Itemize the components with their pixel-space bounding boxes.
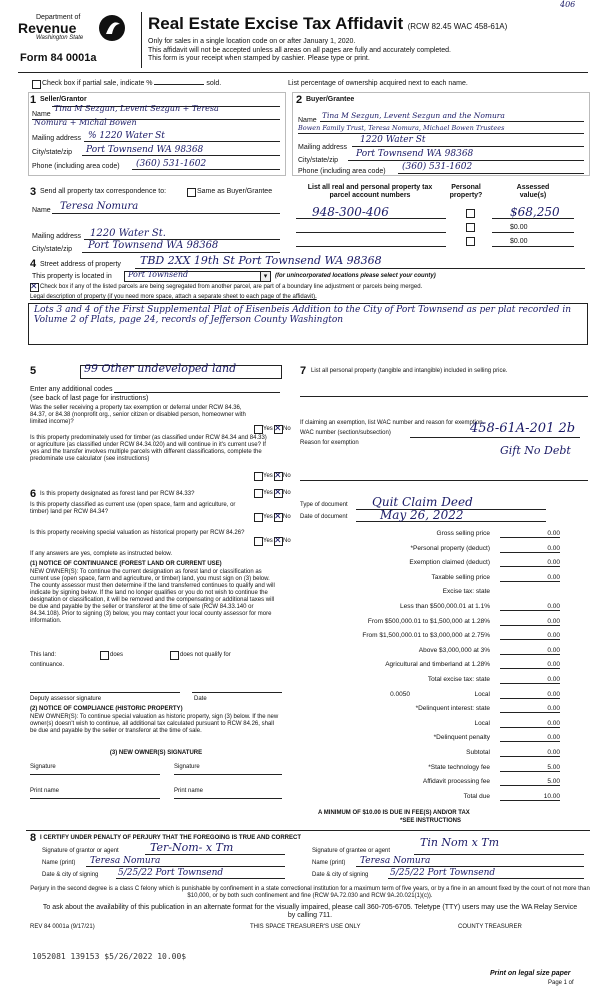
corr-city[interactable]: Port Townsend WA 98368 [88, 240, 219, 251]
seller-name-1[interactable]: Tina M Sezgun, Levent Sezgun + Teresa [54, 104, 219, 113]
fee-row [300, 574, 560, 585]
fee-row [300, 720, 560, 731]
treasurer-use-label: THIS SPACE TREASURER'S USE ONLY [250, 924, 361, 930]
s6-instructions: If any answers are yes, complete as instructed below. [30, 551, 173, 557]
fee-value[interactable]: 0.00 [500, 720, 560, 728]
s6q2-yes-checkbox[interactable] [254, 513, 263, 522]
wac-label: WAC number (section/subsection) [300, 430, 391, 436]
dor-logo-icon [98, 14, 126, 42]
fee-label: From $500,000.01 to $1,500,000 at 1.28% [367, 617, 490, 625]
grantor-name[interactable]: Teresa Nomura [90, 856, 161, 866]
personal-property-checkbox-2[interactable] [466, 223, 475, 232]
minimum-fee-note: A MINIMUM OF $10.00 IS DUE IN FEE(S) AND/OR TAX [318, 810, 470, 816]
seller-city-label: City/state/zip [32, 149, 73, 156]
fee-label: Local [474, 690, 490, 698]
seller-mailing-label: Mailing address [32, 135, 82, 142]
s6q3-no-checkbox[interactable] [274, 537, 283, 546]
does-not-checkbox[interactable] [170, 651, 179, 660]
corner-note: 406 [560, 0, 576, 9]
does-checkbox[interactable] [100, 651, 109, 660]
fee-value[interactable]: 0.00 [500, 574, 560, 582]
fee-label: *Personal property (deduct) [410, 544, 490, 552]
buyer-name-1[interactable]: Tina M Sezgun, Levent Sezgun and the Nomura [322, 111, 505, 120]
grantee-signature: Tin Nom x Tm [420, 836, 500, 849]
grantor-date-label: Date & city of signing [42, 872, 99, 878]
exemption-label: If claiming an exemption, list WAC number and reason for exemption. [300, 420, 485, 426]
q2-yes-checkbox[interactable] [254, 472, 263, 481]
continuance-word: continuance. [30, 662, 65, 668]
fee-label: Affidavit processing fee [422, 778, 490, 786]
deputy-signature-label: Deputy assessor signature [30, 696, 102, 702]
partial-sale-label: Check box if partial sale, indicate % [42, 80, 153, 87]
fee-row [300, 530, 560, 541]
owner-print-line-1[interactable] [30, 798, 160, 799]
land-use-code: 99 Other undeveloped land [84, 362, 237, 375]
alt-format-notice: To ask about the availability of this publication in an alternate format for the visually impaired, please call 360-705-6705. Teletype (TTY) users may use the WA Relay Service by calling 711. [42, 904, 578, 919]
correspondence-heading: Send all property tax correspondence to: [40, 188, 167, 195]
s6q2-no-checkbox[interactable] [274, 513, 283, 522]
new-owner-heading: (3) NEW OWNER(S) SIGNATURE [109, 750, 203, 756]
fee-row [300, 778, 560, 789]
compliance-heading: (2) NOTICE OF COMPLIANCE (HISTORIC PROPERTY) [30, 706, 183, 712]
fee-label: Exemption claimed (deduct) [409, 559, 490, 567]
located-label: This property is located in [32, 273, 112, 280]
fee-value[interactable]: 0.00 [500, 545, 560, 553]
fee-label: Agricultural and timberland at 1.28% [385, 661, 490, 669]
q2-yes-label: Yes [263, 473, 273, 479]
fee-label: *State technology fee [428, 763, 490, 771]
legal-description-label: Legal description of property (if you need more space, attach a separate sheet to each page of the affidavit). [30, 294, 317, 300]
fee-value[interactable]: 0.00 [500, 559, 560, 567]
seller-city[interactable]: Port Townsend WA 98368 [86, 145, 204, 155]
perjury-notice: Perjury in the second degree is a class C felony which is punishable by confinement in a state correctional institution for a maximum term of five years, or by a fine in an amount fixed by the court of not more than $10,000, or by both such confinement and fine (RCW 9A.72.030 and RCW 9A.20.021(1)(c)). [30, 886, 590, 899]
corr-name-label: Name [32, 207, 51, 214]
partial-sale-sold: sold. [206, 80, 222, 87]
corr-mailing-label: Mailing address [32, 233, 82, 240]
grantee-signature-line[interactable] [414, 854, 584, 855]
fee-label: Local [474, 719, 490, 727]
q2-no-checkbox[interactable] [274, 472, 283, 481]
same-as-buyer-label: Same as Buyer/Grantee [197, 188, 273, 195]
local-rate: 0.0050 [390, 690, 410, 698]
fee-value[interactable]: 0.00 [500, 676, 560, 684]
fee-row [300, 691, 560, 702]
fee-value[interactable]: 5.00 [500, 764, 560, 772]
doc-date[interactable]: May 26, 2022 [380, 508, 464, 522]
legal-size-note: Print on legal size paper [490, 970, 571, 977]
fee-row [300, 764, 560, 775]
located-note: (for unincorporated locations please select your county) [275, 273, 436, 279]
fee-value[interactable]: 0.00 [500, 647, 560, 655]
fee-row [300, 749, 560, 760]
buyer-name-label: Name [298, 117, 317, 124]
header-note-3: This form is your receipt when stamped by cashier. Please type or print. [148, 55, 370, 62]
county-treasurer-label: COUNTY TREASURER [458, 924, 522, 930]
fee-value[interactable]: 0.00 [500, 734, 560, 742]
personal-property-checkbox-3[interactable] [466, 237, 475, 246]
certify-heading: I CERTIFY UNDER PENALTY OF PERJURY THAT THE FOREGOING IS TRUE AND CORRECT [40, 835, 302, 841]
personal-property-checkbox-1[interactable] [466, 209, 475, 218]
fee-label: Subtotal [466, 749, 490, 756]
fee-value[interactable]: 0.00 [500, 632, 560, 640]
corr-mailing[interactable]: 1220 Water St. [90, 228, 166, 239]
q-current-use: Is this property classified as current use (open space, farm and agriculture, or timber) land per RCW 84.34? [30, 502, 236, 515]
q2-no-label: No [283, 473, 291, 479]
q1-yes-checkbox[interactable] [254, 425, 263, 434]
fee-label: Excise tax: state [442, 588, 490, 596]
owner-signature-line-2[interactable] [174, 774, 282, 775]
fee-row [300, 618, 560, 629]
fee-row [300, 559, 560, 570]
owner-signature-label-1: Signature [30, 764, 56, 770]
fee-value[interactable]: 0.00 [500, 705, 560, 713]
assessed-value-header: Assessed value(s) [516, 184, 550, 199]
fee-value[interactable]: 10.00 [500, 793, 560, 801]
buyer-phone-label: Phone (including area code) [298, 168, 386, 175]
fee-row [300, 545, 560, 556]
header-note-1: Only for sales in a single location code on or after January 1, 2020. [148, 38, 356, 45]
q-forest-land: Is this property designated as forest land per RCW 84.33? [40, 491, 195, 497]
reason-label: Reason for exemption [300, 440, 359, 446]
seller-phone-label: Phone (including area code) [32, 163, 120, 170]
chevron-down-icon[interactable]: ▾ [260, 271, 271, 282]
fee-label: Gross selling price [436, 530, 490, 537]
exemption-reason[interactable]: Gift No Debt [500, 444, 571, 457]
q1-no-label: No [283, 426, 291, 432]
grantee-signature-label: Signature of grantee or agent [312, 848, 391, 854]
grantor-name-label: Name (print) [42, 860, 76, 866]
s6q1-yes-checkbox[interactable] [254, 489, 263, 498]
dor-logo [18, 14, 130, 42]
same-as-buyer-checkbox[interactable] [187, 188, 196, 197]
fee-value[interactable]: 0.00 [500, 749, 560, 757]
s6q1-yes-label: Yes [263, 490, 273, 496]
seller-name-2[interactable]: Nomura + Michal Bowen [34, 118, 137, 127]
seller-heading: Seller/Grantor [40, 96, 87, 103]
agency-line1: Department of [36, 14, 81, 21]
personal-property-heading: List all personal property (tangible and intangible) included in selling price. [311, 368, 508, 374]
fee-label: *Delinquent interest: state [415, 705, 490, 713]
additional-codes-note: (see back of last page for instructions) [30, 395, 149, 402]
buyer-city-label: City/state/zip [298, 157, 339, 164]
parcels-header: List all real and personal property tax parcel account numbers [307, 184, 433, 199]
fee-label: Taxable selling price [431, 573, 490, 581]
doc-date-label: Date of document [300, 514, 348, 520]
s6q2-yes-label: Yes [263, 514, 273, 520]
page-number: Page 1 of [548, 980, 574, 986]
fee-row [300, 588, 560, 599]
does-not-label: does not qualify for [180, 652, 231, 658]
segregated-checkbox[interactable] [30, 283, 39, 292]
s6q3-yes-checkbox[interactable] [254, 537, 263, 546]
seller-mailing[interactable]: % 1220 Water St [88, 131, 165, 141]
does-label: does [110, 652, 124, 658]
form-revision: REV 84 0001a (9/17/21) [30, 924, 95, 930]
continuance-heading: (1) NOTICE OF CONTINUANCE (FOREST LAND OR CURRENT USE) [30, 561, 222, 567]
fee-row [300, 632, 560, 643]
treasurer-stamp: 1052081 139153 $5/26/2022 10.00$ [32, 952, 187, 961]
buyer-phone[interactable]: (360) 531-1602 [402, 162, 473, 172]
corr-city-label: City/state/zip [32, 246, 73, 253]
parcel-number-1[interactable]: 948-300-406 [312, 205, 389, 219]
compliance-text: NEW OWNER(S): To continue special valuation as historic property, sign (3) below. If the new owner(s) doesn't wish to continue, all additional tax calculated pursuant to RCW 84.26, shall be due and payable by the seller or transferor at the time of sale. [30, 714, 279, 734]
fee-row [300, 647, 560, 658]
continuance-text: NEW OWNER(S): To continue the current designation as forest land or classification as current use (open space, farm and agriculture, or timber) land, you must sign on (3) below. The county assessor must then determine if the land transferred continues to qualify and will indicate by signing below. If the land no longer qualifies or you do not wish to continue the designation or classification, it will be removed and the compensating or additional taxes will be due and payable by the seller or transferor at the time of sale (RCW 84.33.140 or 84.34.108). Prior to signing (3) below, you may contact your local county assessor for more information. [30, 569, 275, 624]
buyer-heading: Buyer/Grantee [306, 96, 355, 103]
doc-type-label: Type of document [300, 502, 348, 508]
deputy-date-label: Date [194, 696, 207, 702]
grantee-date-label: Date & city of signing [312, 872, 369, 878]
owner-signature-label-2: Signature [174, 764, 200, 770]
agency-line2: Revenue [18, 20, 77, 36]
fee-label: Total due [463, 792, 490, 800]
buyer-city[interactable]: Port Townsend WA 98368 [356, 149, 474, 159]
assessed-value-3[interactable]: $0.00 [510, 238, 528, 245]
deputy-signature-line[interactable] [30, 692, 180, 693]
assessed-value-1[interactable]: $68,250 [510, 205, 560, 219]
grantee-date-city[interactable]: 5/25/22 Port Townsend [390, 868, 496, 878]
corr-name[interactable]: Teresa Nomura [60, 201, 139, 212]
grantor-signature-label: Signature of grantor or agent [42, 848, 119, 854]
fee-label: *Delinquent penalty [433, 734, 490, 742]
buyer-name-2[interactable]: Bowen Family Trust, Teresa Nomura, Michael Bowen Trustees [298, 124, 505, 132]
grantor-signature: Ter-Nom- x Tm [150, 841, 234, 854]
legal-description-text: Lots 3 and 4 of the First Supplemental Plat of Eisenbeis Addition to the City of Port Townsend as per plat recorded in Volume 2 of Plats, page 24, records of Jefferson County Washington [34, 305, 572, 325]
doc-type[interactable]: Quit Claim Deed [372, 495, 473, 509]
s6q3-no-label: No [283, 538, 291, 544]
fee-value[interactable]: 0.00 [500, 603, 560, 611]
see-instructions: *SEE INSTRUCTIONS [400, 818, 462, 824]
location-value: Port Townsend [128, 270, 189, 279]
fee-value[interactable]: 0.00 [500, 661, 560, 669]
fee-row [300, 603, 560, 614]
form-rcw: (RCW 82.45 WAC 458-61A) [407, 22, 508, 31]
partial-sale-percent-input[interactable] [154, 84, 204, 85]
fee-value[interactable]: 0.00 [500, 530, 560, 538]
fee-label: From $1,500,000.01 to $3,000,000 at 2.75% [362, 632, 490, 640]
owner-signature-line-1[interactable] [30, 774, 160, 775]
q1-yes-label: Yes [263, 426, 273, 432]
this-land-label: This land: [30, 652, 57, 658]
grantee-name-label: Name (print) [312, 860, 346, 866]
fee-row [300, 676, 560, 687]
q-exemption-deferral: Was the seller receiving a property tax exemption or deferral under RCW 84.36, 84.37, or 84.38 (nonprofit org., senior citizen or disabled person, homeowner with limited income)? [30, 405, 246, 425]
owner-print-line-2[interactable] [174, 798, 282, 799]
fee-value[interactable]: 0.00 [500, 618, 560, 626]
fee-label: Total excise tax: state [427, 676, 490, 683]
buyer-mailing-label: Mailing address [298, 144, 348, 151]
street-label: Street address of property [40, 261, 121, 268]
seller-phone[interactable]: (360) 531-1602 [136, 159, 207, 169]
wac-number[interactable]: 458-61A-201 2b [470, 421, 576, 436]
fee-label: Above $3,000,000 at 3% [418, 646, 490, 654]
grantee-name[interactable]: Teresa Nomura [360, 856, 431, 866]
grantor-signature-line[interactable] [145, 854, 285, 855]
fee-value[interactable]: 0.00 [500, 691, 560, 699]
deputy-date-line[interactable] [192, 692, 282, 693]
form-number: Form 84 0001a [20, 52, 97, 64]
personal-property-header: Personal property? [449, 184, 483, 199]
s6q1-no-label: No [283, 490, 291, 496]
s6q3-yes-label: Yes [263, 538, 273, 544]
ownership-note: List percentage of ownership acquired next to each name. [288, 80, 468, 87]
additional-codes-label: Enter any additional codes [30, 386, 113, 393]
assessed-value-2[interactable]: $0.00 [510, 224, 528, 231]
fee-value[interactable]: 5.00 [500, 778, 560, 786]
street-address[interactable]: TBD 2XX 19th St Port Townsend WA 98368 [140, 254, 382, 267]
partial-sale-checkbox[interactable] [32, 80, 41, 89]
fee-row [300, 734, 560, 745]
s6q2-no-label: No [283, 514, 291, 520]
grantor-date-city[interactable]: 5/25/22 Port Townsend [118, 868, 224, 878]
q-historic: Is this property receiving special valuation as historical property per RCW 84.26? [30, 530, 245, 536]
fee-label: Less than $500,000.01 at 1.1% [400, 603, 490, 610]
header-note-2: This affidavit will not be accepted unless all areas on all pages are fully and accurately completed. [148, 46, 451, 54]
q1-no-checkbox[interactable] [274, 425, 283, 434]
owner-print-label-1: Print name [30, 788, 60, 794]
segregated-label: Check box if any of the listed parcels are being segregated from another parcel, are part of a boundary line adjustment or parcels being merged. [40, 284, 423, 290]
form-title: Real Estate Excise Tax Affidavit [148, 14, 404, 33]
agency-line3: Washington State [36, 35, 84, 41]
fee-row [300, 661, 560, 672]
owner-print-label-2: Print name [174, 788, 204, 794]
fee-row [300, 793, 560, 804]
personal-property-line[interactable] [300, 396, 588, 397]
q-timber-agriculture: Is this property predominately used for timber (as classified under RCW 84.34 and 84.33) or agriculture (as classified under RCW 84.34.020) and will continue in it's current use? If yes and the transfer involves multiple parcels with different classifications, complete the predominate use calculator (see instructions) [30, 435, 267, 462]
seller-name-label: Name [32, 111, 51, 118]
s6q1-no-checkbox[interactable] [274, 489, 283, 498]
fee-row [300, 705, 560, 716]
buyer-mailing[interactable]: 1220 Water St [360, 135, 426, 145]
